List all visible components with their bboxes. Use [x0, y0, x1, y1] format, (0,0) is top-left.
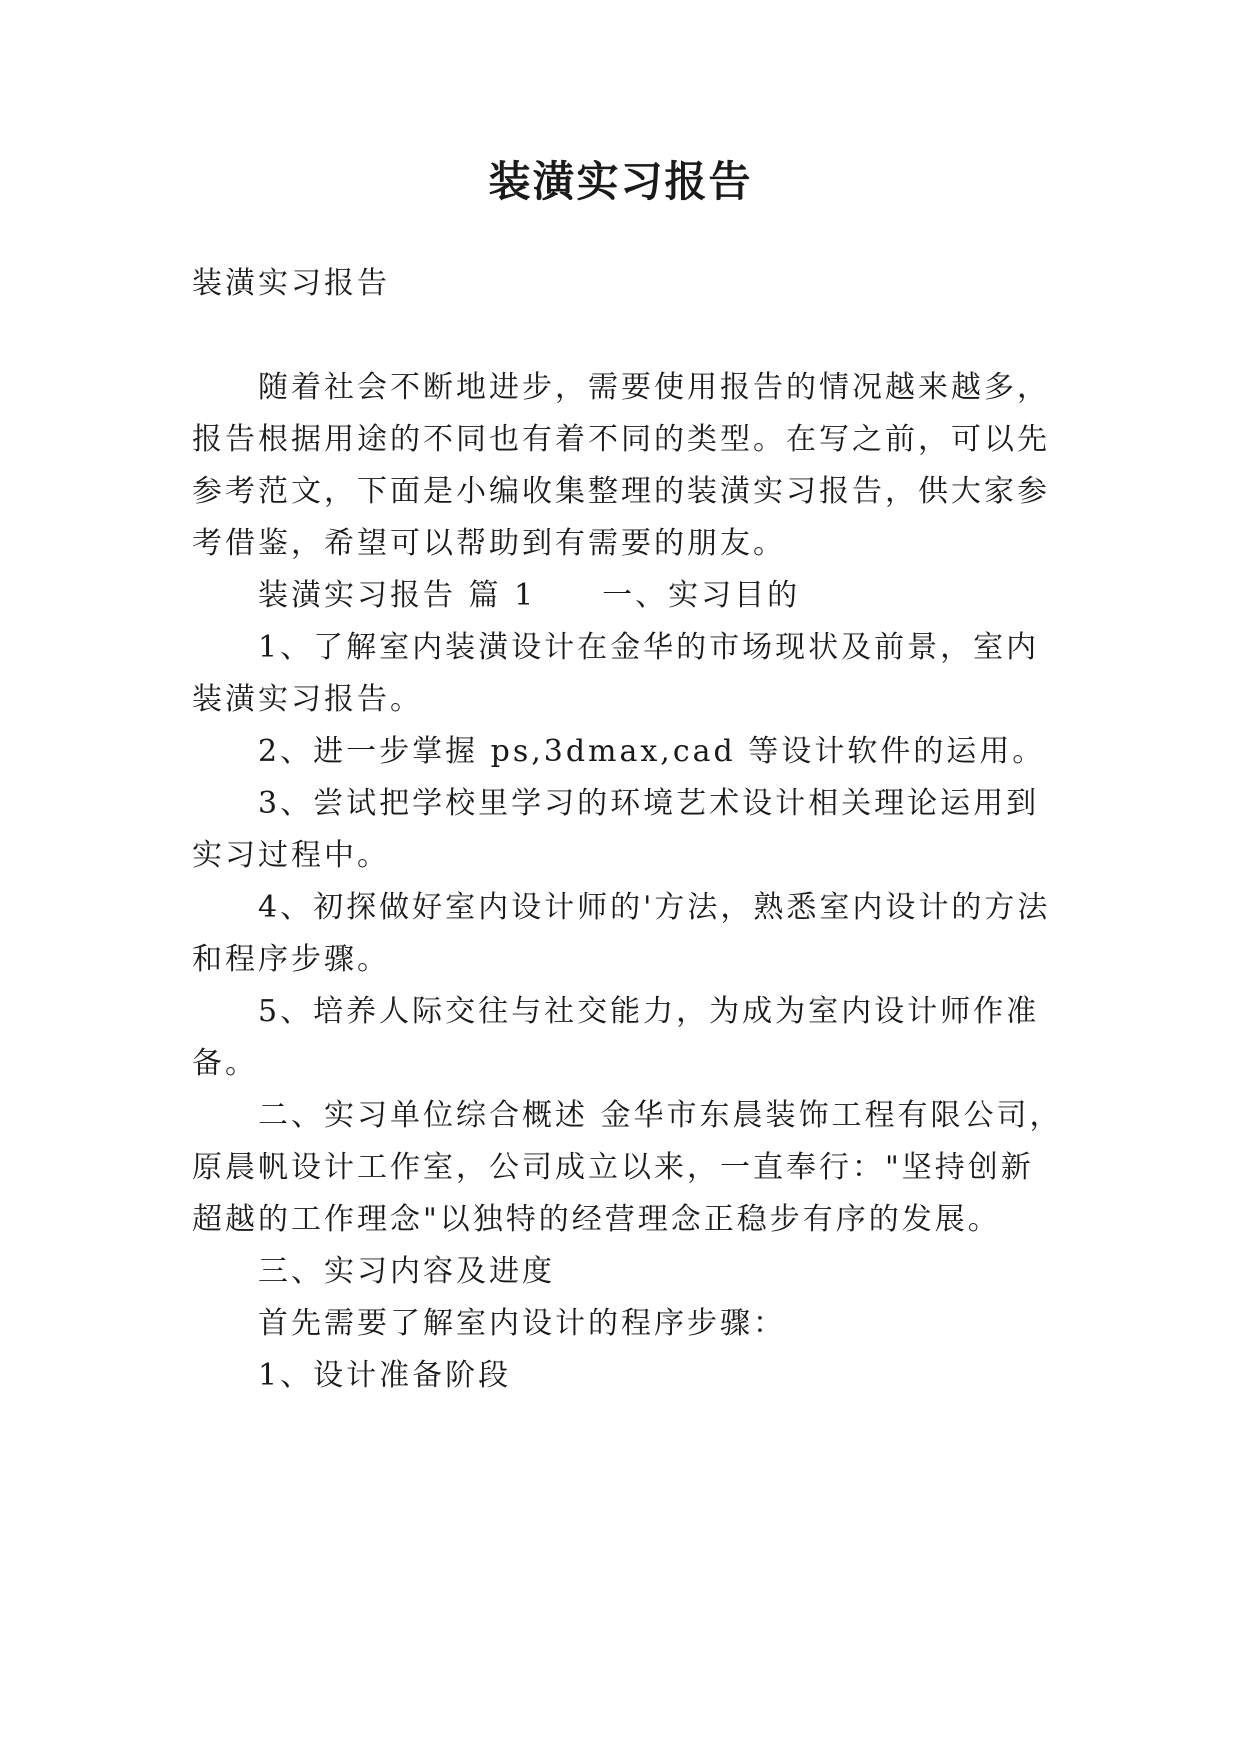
- list-item: 4、初探做好室内设计师的'方法，熟悉室内设计的方法: [258, 890, 1051, 925]
- document-title: 装潢实习报告: [488, 157, 753, 206]
- body-line: 和程序步骤。: [192, 942, 390, 977]
- section-heading: 三、实习内容及进度: [258, 1254, 555, 1289]
- list-item: 2、进一步掌握 ps,3dmax,cad 等设计软件的运用。: [258, 734, 1046, 769]
- body-line: 原晨帆设计工作室，公司成立以来，一直奉行："坚持创新: [192, 1150, 1034, 1185]
- section-heading: 装潢实习报告 篇 1 一、实习目的: [258, 578, 801, 613]
- body-line: 随着社会不断地进步，需要使用报告的情况越来越多，: [258, 370, 1050, 405]
- body-line: 备。: [192, 1046, 258, 1081]
- body-line: 首先需要了解室内设计的程序步骤：: [258, 1306, 786, 1341]
- body-line: 超越的工作理念"以独特的经营理念正稳步有序的发展。: [192, 1202, 1001, 1237]
- list-item: 5、培养人际交往与社交能力，为成为室内设计师作准: [258, 994, 1040, 1029]
- list-item: 3、尝试把学校里学习的环境艺术设计相关理论运用到: [258, 786, 1040, 821]
- body-line: 实习过程中。: [192, 838, 390, 873]
- list-item: 1、了解室内装潢设计在金华的市场现状及前景，室内: [258, 630, 1040, 665]
- body-line: 参考范文，下面是小编收集整理的装潢实习报告，供大家参: [192, 474, 1050, 509]
- body-line: 装潢实习报告。: [192, 682, 423, 717]
- document-subtitle: 装潢实习报告: [192, 266, 390, 301]
- body-line: 报告根据用途的不同也有着不同的类型。在写之前，可以先: [192, 422, 1050, 457]
- list-item: 1、设计准备阶段: [258, 1358, 512, 1393]
- body-line: 考借鉴，希望可以帮助到有需要的朋友。: [192, 526, 786, 561]
- section-heading: 二、实习单位综合概述 金华市东晨装饰工程有限公司，: [258, 1098, 1063, 1133]
